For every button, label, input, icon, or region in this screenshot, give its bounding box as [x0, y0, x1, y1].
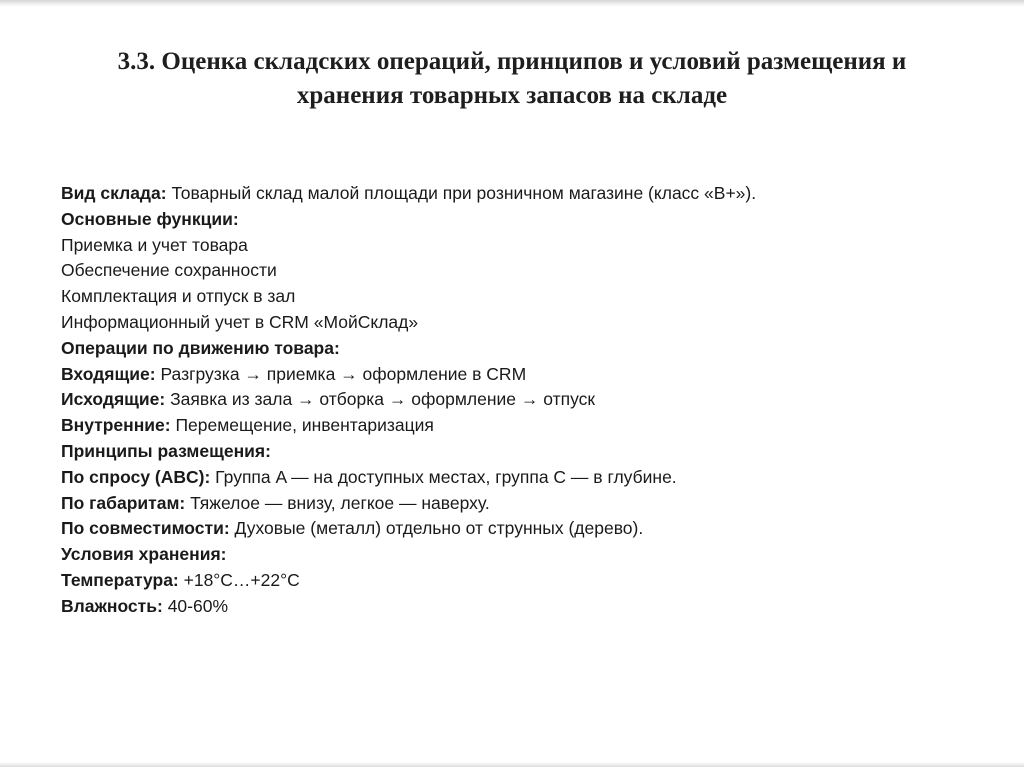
line-text: 40-60%	[162, 595, 229, 616]
line-text: Заявка из зала → отборка → оформление → отпуск	[165, 389, 596, 410]
line-text: Обеспечение сохранности	[61, 260, 277, 281]
line-text: Тяжелое — внизу, легкое — наверху.	[185, 492, 490, 513]
line-label: Вид склада:	[61, 183, 167, 203]
line-text: Группа A — на доступных местах, группа C — в глубине.	[210, 466, 677, 487]
line-main-functions-heading	[61, 207, 1001, 233]
line-text: Товарный склад малой площади при розничном магазине (класс «В+»).	[166, 183, 757, 203]
line-function-crm	[61, 310, 1001, 336]
line-label: По совместимости:	[61, 518, 230, 539]
line-text: +18°C…+22°C	[178, 569, 300, 590]
line-internal	[61, 413, 1001, 439]
line-incoming	[61, 362, 1001, 388]
line-operations-heading	[61, 336, 1001, 362]
slide-body	[61, 181, 1001, 620]
slide-title	[40, 45, 984, 113]
line-placement-heading	[61, 439, 1001, 465]
line-function-safekeeping	[61, 258, 1001, 284]
line-humidity	[61, 594, 1001, 620]
line-label: Операции по движению товара:	[61, 337, 340, 358]
line-label: По спросу (ABC):	[61, 466, 211, 487]
slide-title-line-2: хранения товарных запасов на складе	[296, 82, 728, 109]
line-function-picking	[61, 284, 1001, 310]
line-label: Температура:	[61, 569, 179, 590]
line-label: Входящие:	[61, 363, 156, 384]
line-storage-heading	[61, 542, 1001, 568]
line-text: Перемещение, инвентаризация	[170, 415, 434, 436]
line-by-size	[61, 491, 1001, 517]
slide-title-line-1: 3.3. Оценка складских операций, принципов и условий размещения и	[117, 48, 907, 75]
line-warehouse-type	[61, 181, 1001, 207]
line-function-receiving	[61, 233, 1001, 259]
line-temperature	[61, 568, 1001, 594]
line-text: Разгрузка → приемка → оформление в CRM	[155, 363, 527, 384]
line-label: Исходящие:	[61, 389, 166, 410]
line-outgoing	[61, 387, 1001, 413]
line-text: Комплектация и отпуск в зал	[61, 286, 296, 307]
line-label: Влажность:	[61, 595, 163, 616]
line-label: Принципы размещения:	[61, 440, 271, 461]
line-label: Условия хранения:	[61, 544, 227, 565]
slide-bottom-edge	[0, 762, 1024, 767]
slide-top-edge	[0, 0, 1024, 7]
line-text: Приемка и учет товара	[61, 234, 248, 255]
line-by-compatibility	[61, 516, 1001, 542]
line-text: Информационный учет в CRM «МойСклад»	[61, 311, 419, 332]
line-label: По габаритам:	[61, 492, 186, 513]
line-by-demand	[61, 465, 1001, 491]
line-label: Внутренние:	[61, 415, 171, 436]
line-text: Духовые (металл) отдельно от струнных (дерево).	[229, 518, 644, 539]
line-label: Основные функции:	[61, 208, 239, 229]
